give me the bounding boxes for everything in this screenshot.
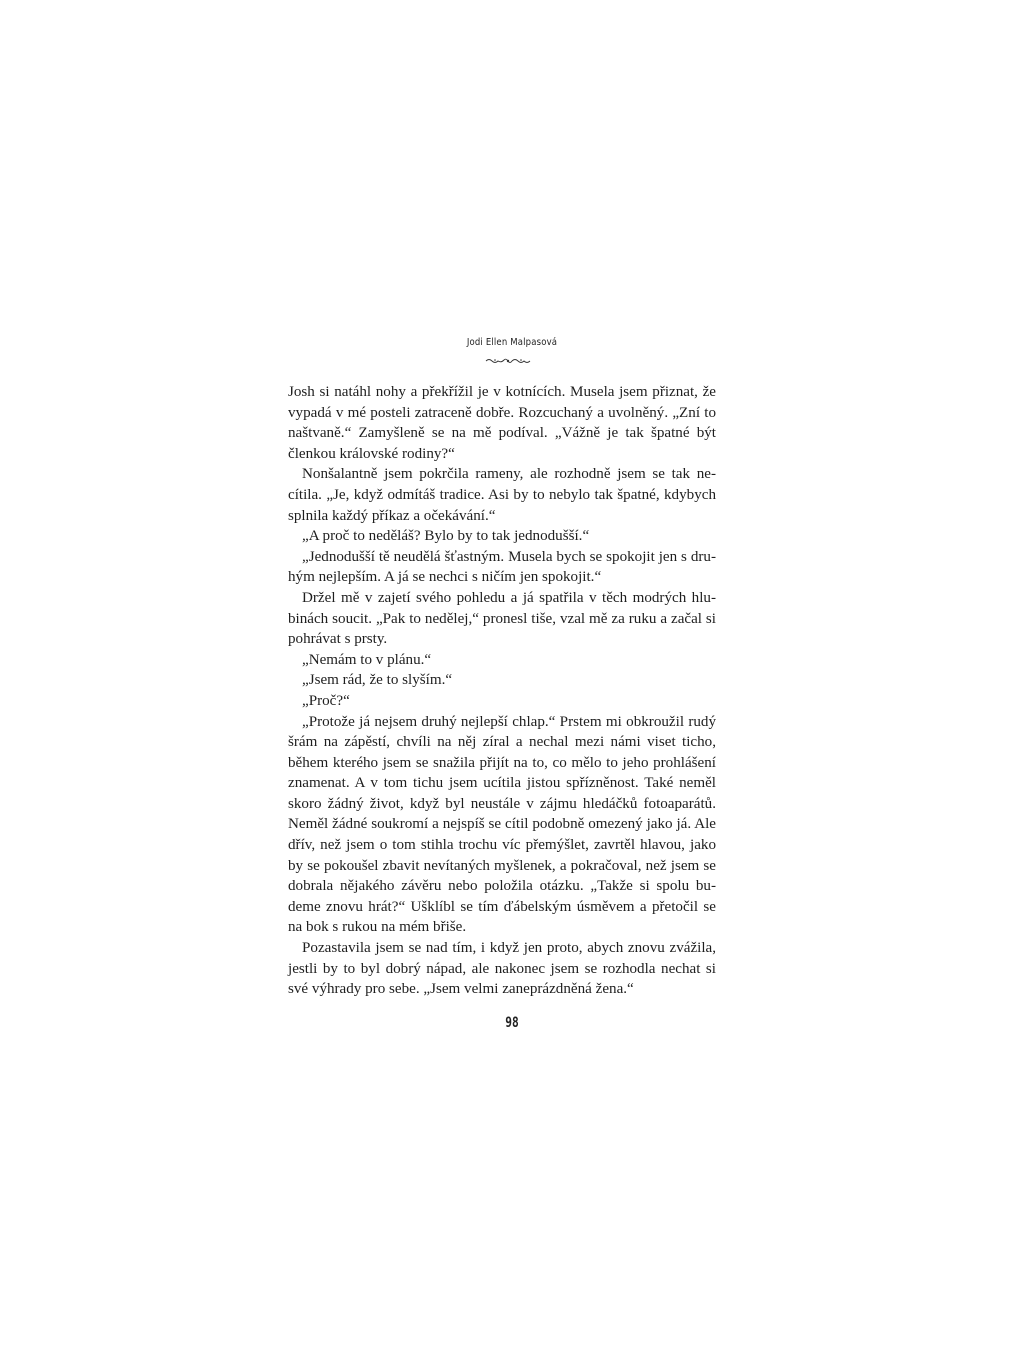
paragraph: „Protože já nejsem druhý nejlepší chlap.“ Prstem mi obkroužil rudý šrám na zápěstí, chvíli na něj zíral a nechal mezi námi viset ticho, během kterého jsem se snažila přijít na to, co mělo to jeho prohlášení znamenat. A v tom tichu jsem ucítila jistou spřízněnost. Také neměl skoro žádný život, když byl neustále v zájmu hledáčků fotoaparátů. Neměl žádné soukromí a nejspíš se cítil podobně omezený jako já. Ale dřív, než jsem o tom stihla trochu víc přemýšlet, zavrtěl hlavou, jako by se pokoušel zbavit nevítaných myšlenek, a pokračoval, než jsem se dobrala nějakého závěru nebo položila otázku. „Takže si spolu budeme znovu hrát?“ Ušklíbl se tím ďábelským úsměvem a přetočil se na bok s rukou na mém břiše. [288,713,716,936]
paragraph: „Proč?“ [302,692,350,709]
body-text [288,382,716,1000]
paragraph: Pozastavila jsem se nad tím, i když jen proto, abych znovu zvážila, jestli by to byl dobrý nápad, ale nakonec jsem se rozhodla nechat si své výhrady pro sebe. „Jsem velmi zaneprázdněná žena.“ [288,940,716,998]
page-number: 98 [505,1015,519,1031]
running-head-author: Jodi Ellen Malpasová [466,337,558,348]
paragraph: Nonšalantně jsem pokrčila rameny, ale rozhodně jsem se tak necítila. „Je, když odmítáš tradice. Asi by to nebylo tak špatné, kdybych splnila každý příkaz a očekávání.“ [288,466,716,524]
paragraph: „Nemám to v plánu.“ [302,651,432,668]
paragraph: Josh si natáhl nohy a překřížil je v kotnících. Musela jsem přiznat, že vypadá v mé posteli zatraceně dobře. Rozcuchaný a uvolněný. „Zní to naštvaně.“ Zamyšleně se na mě podíval. „Vážně je tak špatné být členkou královské rodiny?“ [288,384,716,462]
ornament-divider-icon [485,357,531,365]
paragraph: „Jednodušší tě neudělá šťastným. Musela bych se spokojit jen s druhým nejlepším. A já se nechci s ničím jen spokojit.“ [288,548,716,586]
paragraph: „Jsem rád, že to slyším.“ [302,672,453,689]
paragraph: „A proč to neděláš? Bylo by to tak jednodušší.“ [302,528,590,545]
paragraph: Držel mě v zajetí svého pohledu a já spatřila v těch modrých hlubinách soucit. „Pak to nedělej,“ pronesl tiše, vzal mě za ruku a začal si pohrávat s prsty. [288,589,716,648]
